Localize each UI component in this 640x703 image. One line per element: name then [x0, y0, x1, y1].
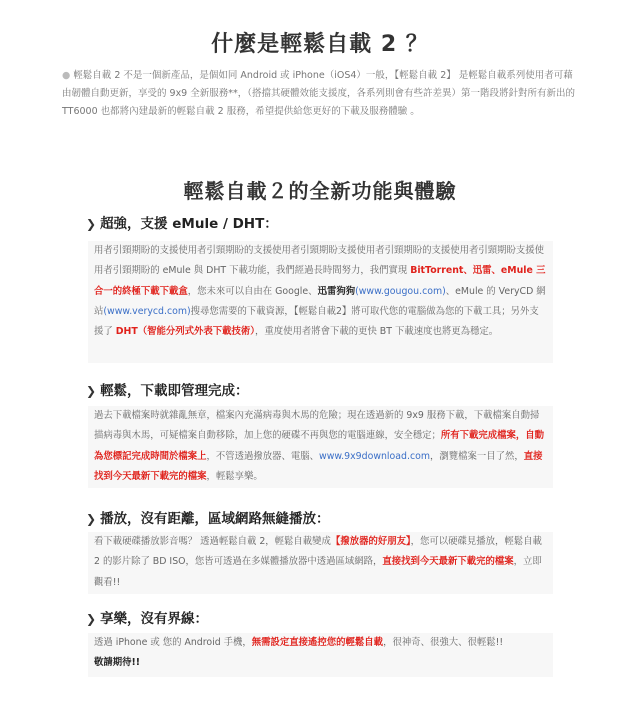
feature-body-playback — [88, 532, 553, 594]
intro-paragraph — [62, 67, 582, 121]
page-title: 什麼是輕鬆自載 2 ？ — [211, 32, 429, 57]
brand-text: 迅雷狗狗 — [317, 285, 356, 297]
chevron-right-icon: ❯ — [86, 384, 97, 398]
feature-heading-playback — [86, 507, 330, 527]
body-text: ，立即觀看!! — [94, 556, 542, 588]
highlight-text: BitTorrent、迅雷、eMule 三合一的終極下載下載盒 — [94, 265, 546, 297]
feature-body-emule — [88, 241, 553, 363]
chevron-right-icon: ❯ — [86, 217, 97, 231]
verycd-link[interactable]: (www.verycd.com) — [103, 305, 191, 317]
body-text: 用者引頸期盼的支援使用者引頸期盼的支援使用者引頸期盼支援使用者引頸期盼的支援使用者引頸期盼支援使用者引頸期盼的 eMule 與 DHT 下載功能，我們經過長時間努力，我們實現 — [94, 245, 545, 277]
highlight-text: 直接找到今天最新下載完的檔案 — [382, 556, 514, 568]
highlight-text: 所有下載完成檔案，自動為您標記完成時間於檔案上 — [94, 430, 545, 462]
body-text: ，不管透過撥放器、電腦、 — [206, 450, 320, 462]
body-text: 過去下載檔案時就雜亂無章，檔案內充滿病毒與木馬的危險；現在透過新的 9x9 服務下載，下載檔案自動掃描病毒與木馬，可疑檔案自動移除，加上您的硬碟不再與您的電腦連線，安全穩定； — [94, 410, 540, 442]
body-text: 、eMule 的 VeryCD 網站 — [94, 285, 546, 317]
feature-heading-label: 超強，支援 eMule / DHT： — [100, 216, 278, 232]
chevron-right-icon: ❯ — [86, 612, 97, 626]
highlight-text: DHT（智能分列式外表下載技術） — [115, 326, 255, 338]
body-text: ，重度使用者將會下載的更快 BT 下載速度也將更為穩定。 — [254, 326, 499, 338]
feature-heading-emule — [86, 212, 278, 232]
body-text: 看下載硬碟播放影音嗎？ 透過輕鬆自載 2，輕鬆自載變成 — [94, 536, 331, 547]
chevron-right-icon: ❯ — [86, 512, 97, 526]
gougou-link[interactable]: (www.gougou.com) — [355, 285, 446, 297]
feature-heading-enjoy — [86, 607, 208, 627]
section-title: 輕鬆自載２的全新功能與體驗 — [183, 179, 457, 203]
stay-tuned-text: 敬請期待!! — [94, 657, 141, 669]
feature-heading-manage — [86, 379, 249, 399]
body-text: 搜尋您需要的下載資源，【輕鬆自載2】將可取代您的電腦做為您的下載工具；另外支援了 — [94, 305, 539, 338]
9x9download-link[interactable]: www.9x9download.com — [319, 450, 430, 462]
body-text: 透過 iPhone 或 您的 Android 手機， — [94, 637, 252, 648]
bullet-icon: ● — [62, 70, 71, 81]
body-text: ，您未來可以自由在 Google、 — [187, 285, 318, 297]
highlight-text: 【撥放器的好朋友】 — [330, 536, 411, 547]
feature-heading-label: 享樂，沒有界線： — [100, 611, 209, 627]
body-text: ，瀏覽檔案一目了然， — [429, 450, 524, 462]
body-text: ，您可以硬碟見播放，輕鬆自載 2 的影片除了 BD ISO，您皆可透過在多媒體播放器中透過區域網路， — [94, 536, 542, 568]
feature-heading-label: 輕鬆，下載即管理完成： — [100, 383, 249, 399]
highlight-text: 無需設定直接遙控您的輕鬆自載 — [251, 637, 384, 648]
feature-heading-label: 播放，沒有距離，區域網路無縫播放： — [100, 511, 330, 527]
highlight-text: 直接找到今天最新下載完的檔案 — [94, 450, 543, 482]
feature-body-manage — [88, 406, 553, 488]
body-text: ，輕鬆享樂。 — [206, 470, 263, 482]
intro-text: 輕鬆自載 2 不是一個新產品，是個如同 Android 或 iPhone（iOS4）一般，【輕鬆自載 2】 是輕鬆自載系列使用者可藉由韌體自動更新，享受的 9x9 全新服務**，（搭擋其硬體效能支援度，各系列則會有些許差異）第一階段將針對所有新出的 TT6000 也都將內建最新的輕鬆自載 2 服務，希望提供給您更好的下載及服務體驗 。 — [62, 70, 576, 117]
feature-body-enjoy — [88, 633, 553, 677]
body-text: ，很神奇、很強大、很輕鬆!! — [383, 637, 504, 648]
